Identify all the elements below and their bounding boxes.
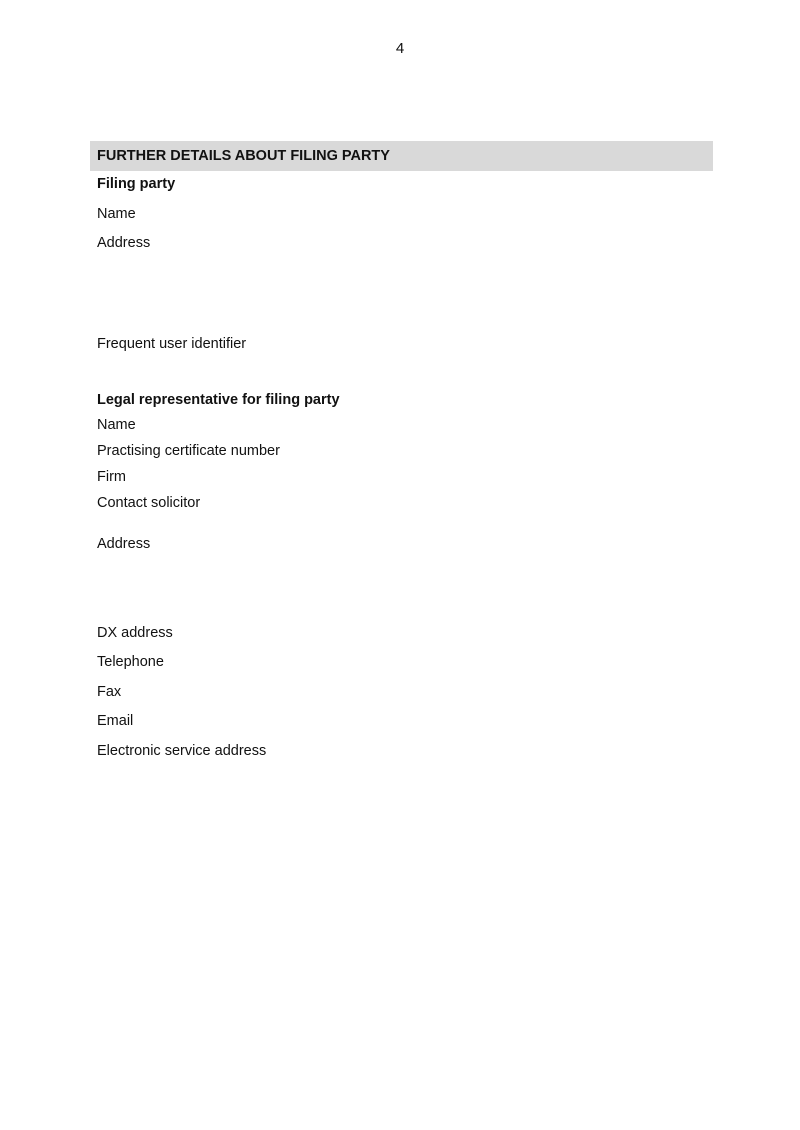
fax-label: Fax	[97, 684, 122, 700]
electronic-service-address-label: Electronic service address	[97, 743, 267, 759]
legal-rep-name-label: Name	[97, 417, 136, 433]
contact-solicitor-label: Contact solicitor	[97, 495, 201, 511]
legal-rep-address-label: Address	[97, 536, 151, 552]
filing-party-address-label: Address	[97, 235, 151, 251]
frequent-user-identifier-label: Frequent user identifier	[97, 336, 247, 352]
dx-address-label: DX address	[97, 625, 173, 641]
filing-party-name-label: Name	[97, 206, 136, 222]
firm-label: Firm	[97, 469, 126, 485]
legal-representative-heading: Legal representative for filing party	[97, 392, 340, 408]
page-number: 4	[395, 40, 405, 57]
section-title: FURTHER DETAILS ABOUT FILING PARTY	[90, 141, 713, 171]
email-label: Email	[97, 713, 134, 729]
telephone-label: Telephone	[97, 654, 164, 670]
filing-party-heading: Filing party	[97, 176, 176, 192]
practising-certificate-label: Practising certificate number	[97, 443, 280, 459]
